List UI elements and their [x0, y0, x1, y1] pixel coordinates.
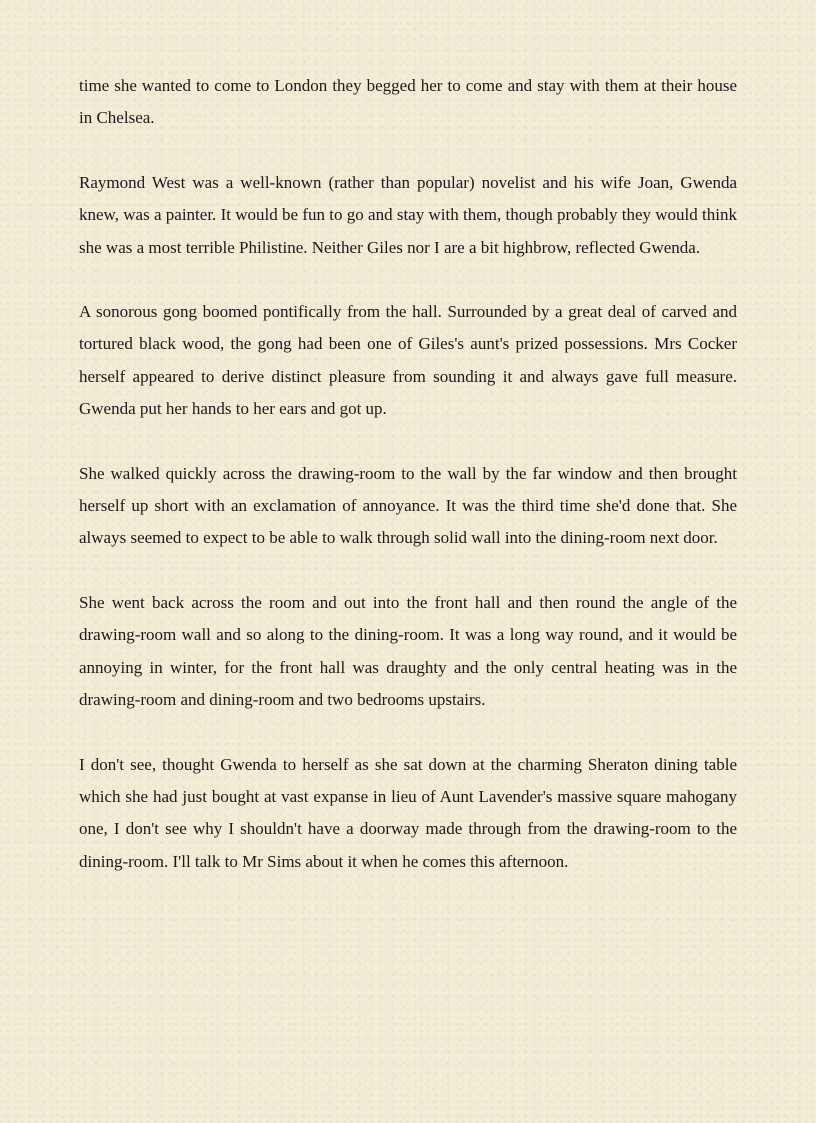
paragraph-1: time she wanted to come to London they begged her to come and stay with them at their house in Chelsea. [79, 76, 737, 128]
paragraph-5: She went back across the room and out into the front hall and then round the angle of the drawing-room wall and so along to the dining-room. It was a long way round, and it would be annoying in winter, for the front hall was draughty and the only central heating was in the drawing-room and dining-room and two bedrooms upstairs. [79, 592, 737, 710]
paragraph-3: A sonorous gong boomed pontifically from the hall. Surrounded by a great deal of carved and tortured black wood, the gong had been one of Giles's aunt's prized possessions. Mrs Cocker herself appeared to derive distinct pleasure from sounding it and always gave full measure. Gwenda put her hands to her ears and got up. [79, 302, 737, 419]
paragraph-2: Raymond West was a well-known (rather than popular) novelist and his wife Joan, Gwenda knew, was a painter. It would be fun to go and stay with them, though probably they would think she was a most terrible Philistine. Neither Giles nor I are a bit highbrow, reflected Gwenda. [79, 172, 737, 257]
paragraph-6: I don't see, thought Gwenda to herself as she sat down at the charming Sheraton dining table which she had just bought at vast expanse in lieu of Aunt Lavender's massive square mahogany one, I don't see why I shouldn't have a doorway made through from the drawing-room to the dining-room. I'll talk to Mr Sims about it when he comes this afternoon. [79, 754, 737, 871]
paragraph-4: She walked quickly across the drawing-room to the wall by the far window and then brought herself up short with an exclamation of annoyance. It was the third time she'd done that. She always seemed to expect to be able to walk through solid wall into the dining-room next door. [79, 463, 737, 548]
document-page [79, 70, 737, 910]
